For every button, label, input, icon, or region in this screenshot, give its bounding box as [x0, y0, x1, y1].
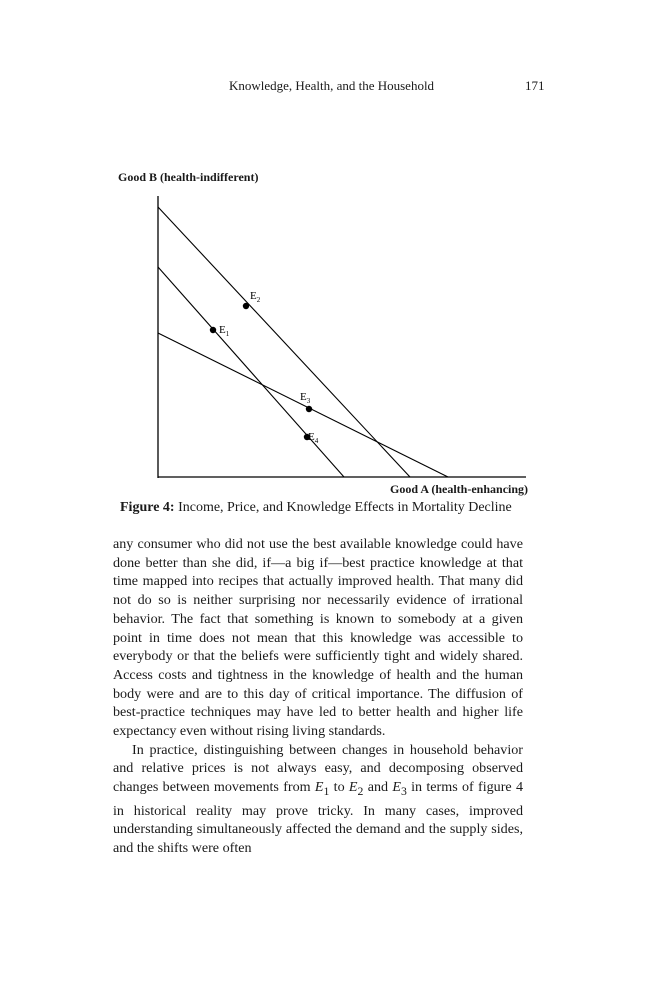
point-e1-marker: [210, 327, 216, 333]
x-axis-label: Good A (health-enhancing): [390, 482, 529, 496]
page-number: 171: [525, 78, 545, 93]
point-e2-marker: [243, 303, 249, 309]
point-e1-label: $E_1$: [219, 324, 230, 338]
budget-line-flat: [158, 333, 448, 477]
paragraph-2: In practice, distinguishing between changes in household behavior and relative prices is not always easy, and decomposing observed changes between movements from $E_1$ to $E_2$ and $E_3$ in terms of figure 4 in historical reality may prove tricky. In many cases, improved understanding simultaneously affected the demand and the supply sides, and the shifts were often: [113, 741, 523, 857]
caption-label: Figure 4:: [120, 500, 175, 515]
point-e3-marker: [306, 406, 312, 412]
caption-text: Income, Price, and Knowledge Effects in Mortality Decline: [178, 500, 512, 515]
point-e4-label: $E_4$: [308, 431, 319, 445]
paragraph-1: any consumer who did not use the best available knowledge could have done better than she did, if—a big if—best practice knowledge at that time mapped into recipes that actually improved health. That many did not do so is neither surprising nor necessarily evidence of irrational behavior. The fact that something is known to somebody at a given point in time does not mean that this knowledge was accessible to everybody or that the beliefs were sufficiently tight and widely shared. Access costs and tightness in the knowledge of health and the human body were and are to this day of critical importance. The diffusion of best-practice techniques may have led to better health and higher life expectancy even without rising living standards.: [113, 536, 523, 740]
y-axis-label: Good B (health-indifferent): [118, 170, 259, 184]
running-title: Knowledge, Health, and the Household: [229, 78, 435, 93]
budget-line-outer: [158, 207, 410, 477]
point-e3-label: $E_3$: [300, 391, 311, 405]
body-text: [113, 535, 523, 858]
figure-caption: [120, 500, 512, 516]
point-e2-label: $E_2$: [250, 290, 261, 304]
